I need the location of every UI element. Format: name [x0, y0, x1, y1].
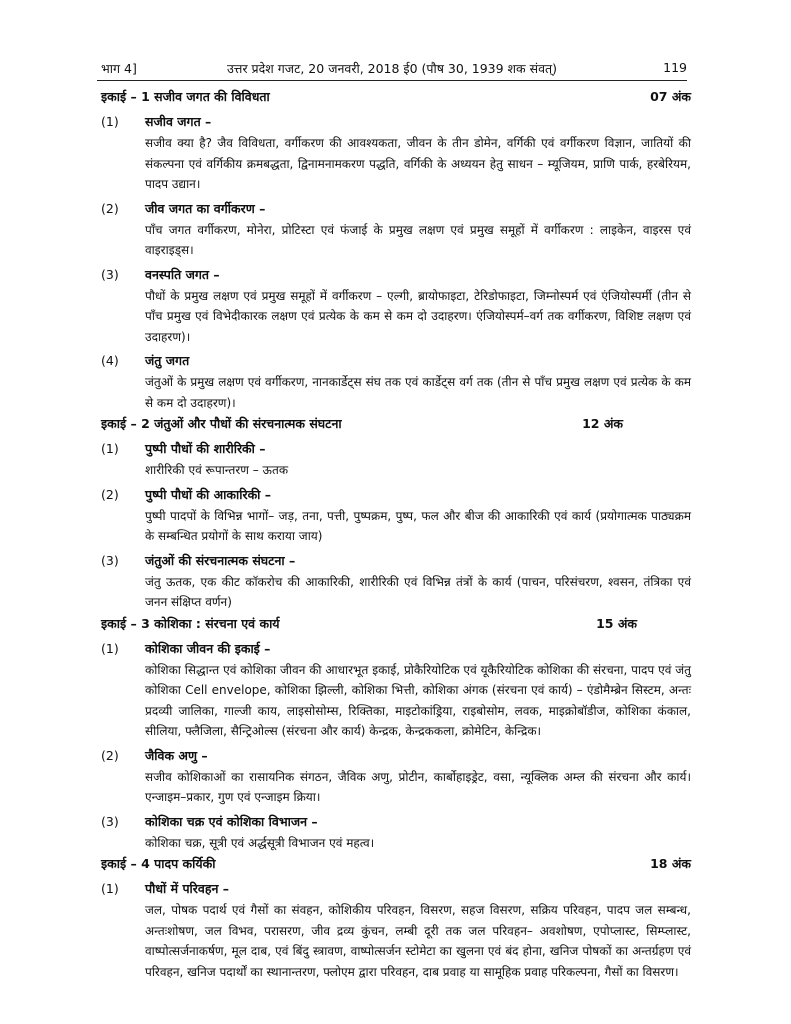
topic-title: जैविक अणु –: [145, 747, 208, 763]
unit-title: इकाई – 4 पादप कर्यिकी: [101, 856, 216, 871]
topic-title: कोशिका चक्र एवं कोशिका विभाजन –: [145, 813, 318, 829]
topic-number: (1): [101, 114, 119, 129]
header-rule: [97, 80, 687, 81]
topic-item: [101, 745, 691, 808]
topic-body: जंतु ऊतक, एक कीट कॉकरोच की आकारिकी, शारीरिकी एवं विभिन्न तंत्रों के कार्य (पाचन, परिसंचरण, श्वसन, तंत्रिका एवं जनन संक्षिप्त वर्णन): [145, 574, 691, 609]
topic-item: [101, 264, 691, 348]
unit-marks: 07 अंक: [650, 89, 691, 104]
unit-heading: [101, 613, 691, 635]
part-number: भाग 4]: [101, 61, 137, 76]
unit-heading: [101, 86, 691, 108]
topic-item: [101, 878, 691, 982]
topic-item: [101, 198, 691, 261]
topic-title: कोशिका जीवन की इकाई –: [145, 640, 271, 656]
unit-title: इकाई – 2 जंतुओं और पौधों की संरचनात्मक संघटना: [101, 416, 342, 431]
topic-body: जल, पोषक पदार्थ एवं गैसों का संवहन, कोशिकीय परिवहन, विसरण, सहज विसरण, सक्रिय परिवहन, पादप जल सम्बन्ध, अन्तःशोषण, जल विभव, परासरण, जीव द्रव्य कुंचन, लम्बी दूरी तक जल परिवहन– अवशोषण, एपोप्लास्ट, सिम्प्लास्ट, वाष्पोत्सर्जनाकर्षण, मूल दाब, एवं बिंदु स्त्रावण, वाष्पोत्सर्जन स्टोमेटा का खुलना एवं बंद होना, खनिज पोषकों का अन्तर्ग्रहण एवं परिवहन, खनिज पदार्थों का स्थानान्तरण, फ्लोएम द्वारा परिवहन, दाब प्रवाह या सामूहिक प्रवाह परिकल्पना, गैसों का विसरण।: [145, 903, 691, 979]
topic-number: (3): [101, 266, 119, 282]
topic-title: पुष्पी पौधों की आकारिकी –: [145, 486, 272, 502]
topic-number: (2): [101, 747, 119, 763]
topic-number: (1): [101, 881, 119, 896]
topic-number: (1): [101, 441, 119, 456]
topic-number: (3): [101, 813, 119, 829]
topic-body: जंतुओं के प्रमुख लक्षण एवं वर्गीकरण, नानकार्डेट्स संघ तक एवं कार्डेट्स वर्ग तक (तीन से पाँच प्रमुख लक्षण एवं प्रत्येक के कम से कम दो उदाहरण)।: [145, 375, 691, 410]
topic-body: कोशिका चक्र, सूत्री एवं अर्द्धसूत्री विभाजन एवं महत्व।: [145, 835, 375, 850]
topic-body: पुष्पी पादपों के विभिन्न भागों– जड़, तना, पत्ती, पुष्पक्रम, पुष्प, फल और बीज की आकारिकी एवं कार्य (प्रयोगात्मक पाठ्यक्रम के सम्बन्धित प्रयोगों के साथ कराया जाय): [145, 508, 691, 543]
syllabus-content: [101, 86, 691, 982]
topic-title: पुष्पी पौधों की शारीरिकी –: [145, 441, 266, 456]
page-header: [97, 60, 687, 80]
topic-number: (1): [101, 640, 119, 656]
topic-title: जंतुओं की संरचनात्मक संघटना –: [145, 552, 296, 568]
page-number: 119: [663, 60, 687, 75]
topic-body: सजीव कोशिकाओं का रासायनिक संगठन, जैविक अणु, प्रोटीन, कार्बोहाइड्रेट, वसा, न्यूक्लिक अम्ल की संरचना और कार्य। एन्जाइम–प्रकार, गुण एवं एन्जाइम क्रिया।: [145, 769, 691, 804]
topic-title: जंतु जगत: [145, 353, 190, 368]
unit-marks: 12 अंक: [582, 416, 623, 431]
topic-number: (3): [101, 552, 119, 568]
unit-title: इकाई – 1 सजीव जगत की विविधता: [101, 89, 270, 104]
topic-title: पौधों में परिवहन –: [145, 881, 230, 896]
topic-item: [101, 484, 691, 547]
topic-item: [101, 350, 691, 413]
topic-item: [101, 438, 691, 481]
gazette-title: उत्तर प्रदेश गजट, 20 जनवरी, 2018 ई0 (पौष 30, 1939 शक संवत्): [226, 61, 558, 76]
topic-title: वनस्पति जगत –: [145, 266, 220, 282]
topic-body: शारीरिकी एवं रूपान्तरण – ऊतक: [145, 463, 289, 477]
unit-marks: 15 अंक: [596, 615, 637, 631]
topic-body: सजीव क्या है? जैव विविधता, वर्गीकरण की आवश्यकता, जीवन के तीन डोमेन, वर्गिकी एवं वर्गीकरण विज्ञान, जातियों की संकल्पना एवं वर्गिकीय क्रमबद्धता, द्विनामनामकरण पद्धति, वर्गिकी के अध्ययन हेतु साधन – म्यूजियम, प्राणि पार्क, हरबेरियम, पादप उद्यान।: [145, 136, 691, 191]
topic-body: पाँच जगत वर्गीकरण, मोनेरा, प्रोटिस्टा एवं फंजाई के प्रमुख लक्षण एवं प्रमुख समूहों में वर्गीकरण : लाइकेन, वाइरस एवं वाइराइड्स।: [145, 222, 691, 257]
topic-number: (2): [101, 200, 119, 216]
topic-item: [101, 550, 691, 613]
unit-title: इकाई – 3 कोशिका : संरचना एवं कार्य: [101, 615, 280, 631]
topic-item: [101, 811, 691, 854]
unit-heading: [101, 853, 691, 875]
topic-title: जीव जगत का वर्गीकरण –: [145, 200, 266, 216]
topic-item: [101, 111, 691, 195]
topic-item: [101, 638, 691, 742]
unit-heading: [101, 413, 691, 435]
topic-number: (4): [101, 353, 119, 368]
topic-body: पौधों के प्रमुख लक्षण एवं प्रमुख समूहों में वर्गीकरण – एल्गी, ब्रायोफाइटा, टेरिडोफाइटा, जिम्नोस्पर्म एवं एंजियोस्पर्मी (तीन से पाँच प्रमुख एवं विभेदीकारक लक्षण एवं प्रत्येक के कम से कम दो उदाहरण। एंजियोस्पर्म–वर्ग तक वर्गीकरण, विशिष्ट लक्षण एवं उदाहरण)।: [145, 288, 691, 344]
topic-number: (2): [101, 486, 119, 502]
unit-marks: 18 अंक: [650, 856, 691, 871]
topic-title: सजीव जगत –: [145, 114, 212, 129]
topic-body: कोशिका सिद्धान्त एवं कोशिका जीवन की आधारभूत इकाई, प्रोकैरियोटिक एवं यूकैरियोटिक कोशिका की संरचना, पादप एवं जंतु कोशिका Cell envelope, कोशिका झिल्ली, कोशिका भित्ती, कोशिका अंगक (संरचना एवं कार्य) – एंडोमैम्ब्रेन सिस्टम, अन्तः प्रदव्यी जालिका, गाल्जी काय, लाइसोसोम्स, रिक्तिका, माइटोकांड्रिया, राइबोसोम, लवक, माइक्रोबॉडीज, कोशिका कंकाल, सीलिया, फ्लैजिला, सैन्ट्रिओल्स (संरचना और कार्य) केन्द्रक, केन्द्रककला, क्रोमेटिन, केन्द्रिक।: [145, 662, 691, 738]
